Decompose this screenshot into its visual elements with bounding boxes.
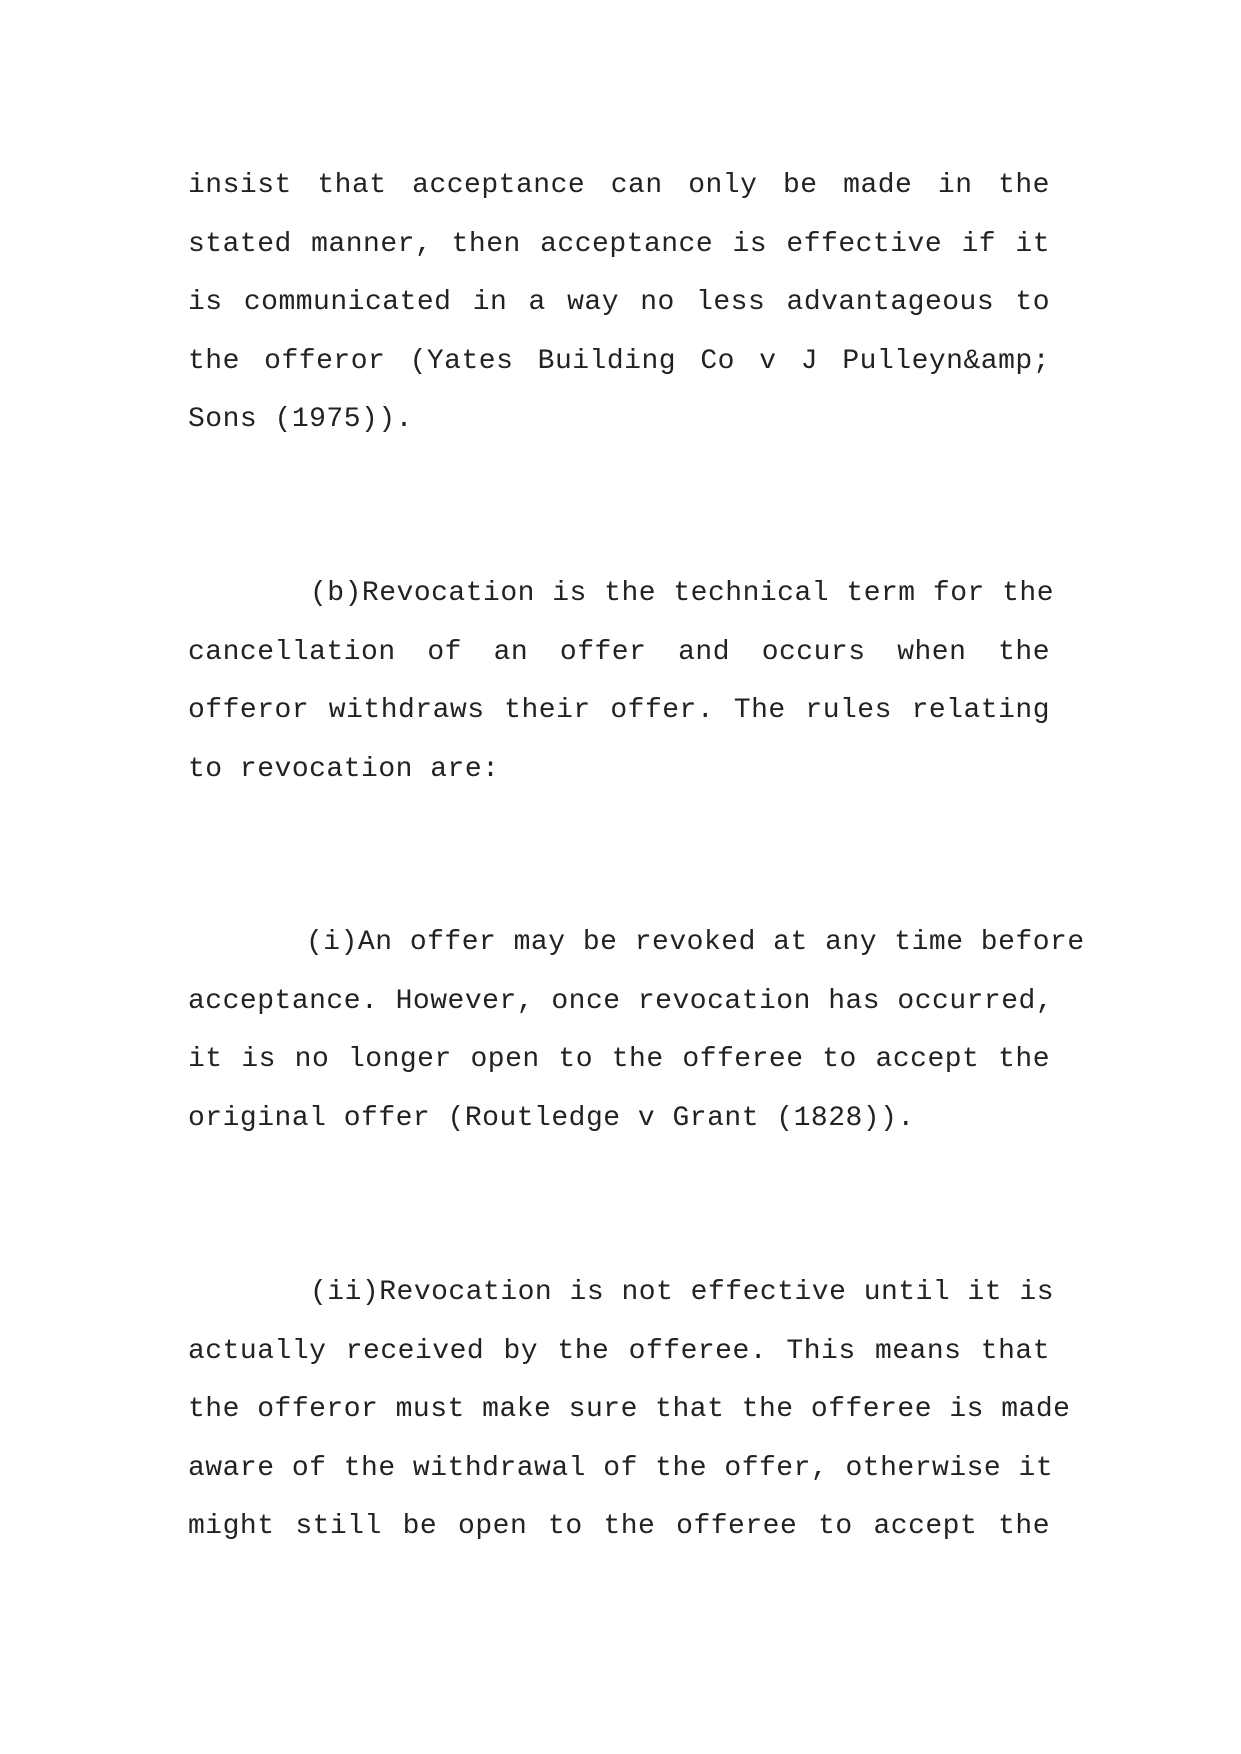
text-line: acceptance. However, once revocation has occurred, bbox=[188, 985, 1054, 1017]
text-line: might still be open to the offeree to accept the bbox=[188, 1511, 1050, 1542]
text-line: the offeror must make sure that the offeree is made bbox=[188, 1394, 1071, 1425]
text-line: (b)Revocation is the technical term for the bbox=[310, 578, 1055, 609]
text-line: (ii)Revocation is not effective until it is bbox=[310, 1277, 1055, 1308]
text-line: to revocation are: bbox=[188, 753, 500, 785]
paragraph-revocation-rule-ii bbox=[188, 1264, 1071, 1557]
text-line: original offer (Routledge v Grant (1828)). bbox=[188, 1102, 915, 1134]
text-line: the offeror (Yates Building Co v J Pulleyn&amp; bbox=[188, 345, 1050, 377]
text-line: aware of the withdrawal of the offer, otherwise it bbox=[188, 1452, 1054, 1484]
text-line: actually received by the offeree. This means that bbox=[188, 1335, 1050, 1367]
paragraph-revocation-rule-i bbox=[188, 914, 1085, 1148]
paragraph-revocation-definition bbox=[188, 565, 1055, 799]
text-line: Sons (1975)). bbox=[188, 404, 413, 435]
text-line: cancellation of an offer and occurs when the bbox=[188, 636, 1050, 668]
text-line: is communicated in a way no less advantageous to bbox=[188, 287, 1050, 318]
text-line: stated manner, then acceptance is effective if it bbox=[188, 228, 1050, 260]
text-line: it is no longer open to the offeree to accept the bbox=[188, 1044, 1050, 1075]
text-line: (i)An offer may be revoked at any time before bbox=[306, 927, 1085, 958]
paragraph-acceptance-manner bbox=[188, 157, 1050, 450]
text-line: insist that acceptance can only be made in the bbox=[188, 170, 1050, 201]
text-line: offeror withdraws their offer. The rules relating bbox=[188, 695, 1050, 726]
